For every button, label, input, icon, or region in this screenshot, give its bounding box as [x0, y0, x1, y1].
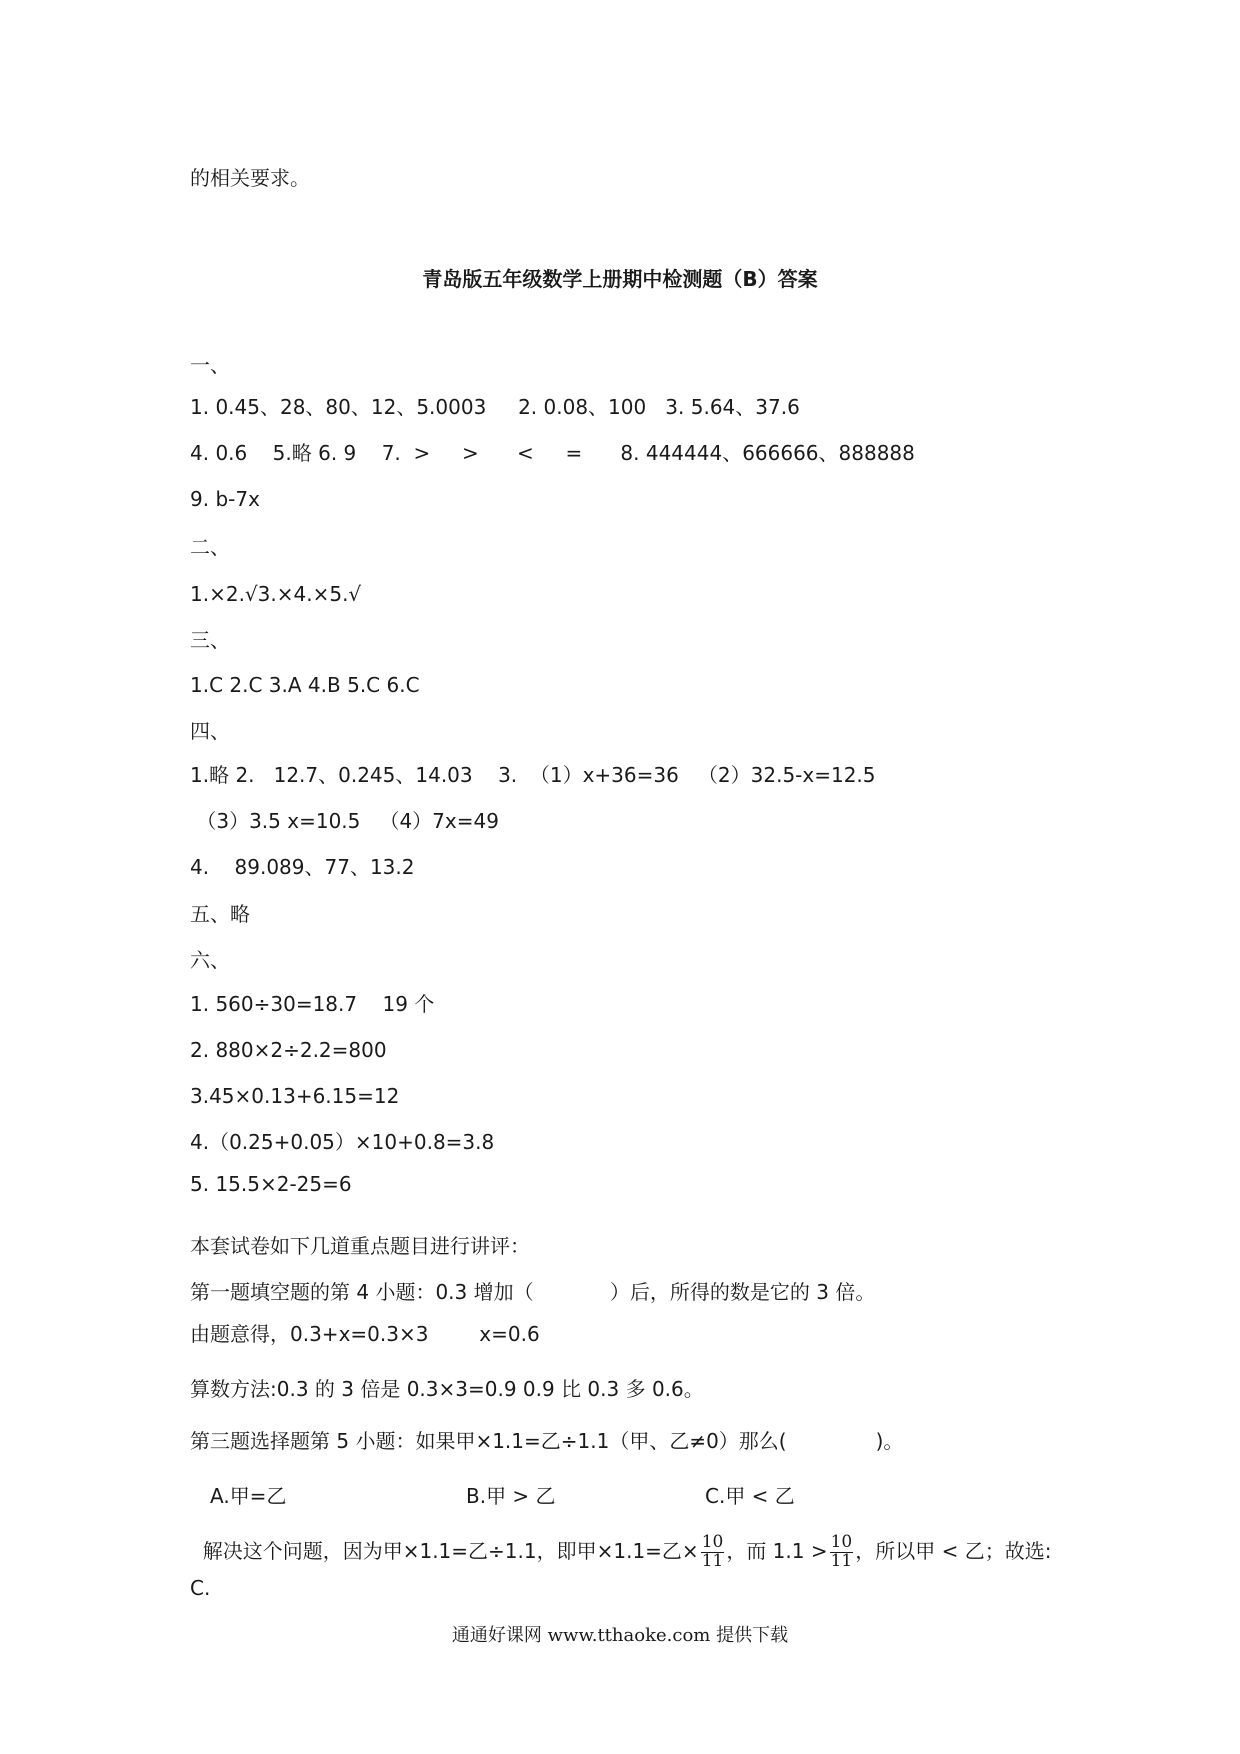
section-6-line-1: 1. 560÷30=18.7 19 个 [190, 992, 435, 1016]
fraction-2 [830, 1534, 854, 1571]
section-2-heading: 二、 [190, 535, 230, 559]
option-b: B.甲 > 乙 [466, 1484, 556, 1508]
section-4-line-1: 1.略 2. 12.7、0.245、14.03 3. （1）x+36=36 （2）32.5-x=12.5 [190, 763, 876, 787]
option-a: A.甲=乙 [210, 1484, 287, 1508]
fraction-1-numerator: 10 [701, 1532, 724, 1552]
section-4-line-2: （3）3.5 x=10.5 （4）7x=49 [190, 809, 499, 833]
section-1-line-3: 9. b-7x [190, 487, 260, 511]
section-4-line-3: 4. 89.089、77、13.2 [190, 855, 415, 879]
review-question-1-method: 算数方法:0.3 的 3 倍是 0.3×3=0.9 0.9 比 0.3 多 0.6。 [190, 1377, 704, 1401]
section-4-heading: 四、 [190, 719, 230, 743]
review-question-1-equation: 由题意得，0.3+x=0.3×3 x=0.6 [190, 1322, 540, 1346]
section-2-line-1: 1.×2.√3.×4.×5.√ [190, 582, 362, 606]
fraction-1-denominator: 11 [701, 1550, 724, 1571]
solution-line [190, 1510, 1051, 1571]
section-3-heading: 三、 [190, 628, 230, 652]
section-3-line-1: 1.C 2.C 3.A 4.B 5.C 6.C [190, 673, 420, 697]
section-6-heading: 六、 [190, 948, 230, 972]
page-title: 青岛版五年级数学上册期中检测题（B）答案 [422, 267, 818, 291]
section-1-line-1: 1. 0.45、28、80、12、5.0003 2. 0.08、100 3. 5.64、37.6 [190, 395, 800, 419]
fraction-2-denominator: 11 [830, 1550, 853, 1571]
section-1-heading: 一、 [190, 353, 230, 377]
solution-answer: C. [190, 1576, 211, 1600]
review-question-2: 第三题选择题第 5 小题：如果甲×1.1=乙÷1.1（甲、乙≠0）那么( )。 [190, 1429, 904, 1453]
section-6-line-4: 4.（0.25+0.05）×10+0.8=3.8 [190, 1130, 495, 1154]
section-6-line-5: 5. 15.5×2-25=6 [190, 1172, 352, 1196]
solution-part-3: ，所以甲 < 乙；故选: [855, 1538, 1052, 1563]
solution-part-1: 解决这个问题，因为甲×1.1=乙÷1.1，即甲×1.1=乙× [202, 1538, 699, 1563]
section-5-heading: 五、略 [190, 902, 250, 926]
review-intro: 本套试卷如下几道重点题目进行讲评： [190, 1234, 530, 1258]
section-1-line-2: 4. 0.6 5.略 6. 9 7. > > < = 8. 444444、666666、888888 [190, 441, 915, 465]
continuation-text: 的相关要求。 [190, 166, 310, 190]
fraction-1 [701, 1534, 725, 1571]
section-6-line-2: 2. 880×2÷2.2=800 [190, 1038, 387, 1062]
review-question-1: 第一题填空题的第 4 小题：0.3 增加（ ）后，所得的数是它的 3 倍。 [190, 1280, 876, 1304]
solution-part-2: ，而 1.1 > [726, 1538, 828, 1563]
fraction-2-numerator: 10 [830, 1532, 853, 1552]
page-footer: 通通好课网 www.tthaoke.com 提供下载 [451, 1625, 789, 1646]
section-6-line-3: 3.45×0.13+6.15=12 [190, 1084, 400, 1108]
option-c: C.甲 < 乙 [705, 1484, 795, 1508]
